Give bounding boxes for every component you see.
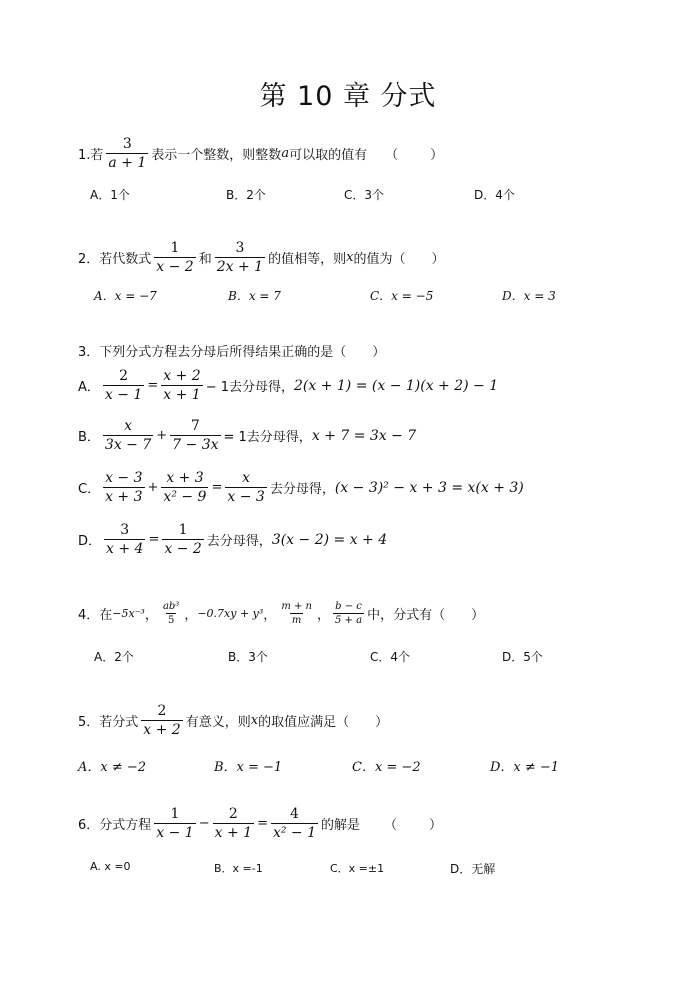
question-2 bbox=[78, 240, 444, 275]
q3d-frac1-num: 3 bbox=[120, 522, 130, 538]
question-5 bbox=[78, 703, 388, 738]
q3c-frac3-den: x − 3 bbox=[227, 489, 265, 505]
q3b-frac1-den: 3x − 7 bbox=[104, 437, 152, 453]
q2-option-c[interactable]: C．x = −5 bbox=[370, 289, 434, 303]
q4-e5-den: 5 + a bbox=[335, 615, 363, 626]
q5-option-c[interactable]: C．x = −2 bbox=[352, 760, 421, 775]
q1-option-d[interactable]: D．4个 bbox=[474, 188, 515, 202]
q2-frac2-den: 2x + 1 bbox=[216, 259, 264, 275]
q6-option-b[interactable]: B．x =-1 bbox=[214, 862, 263, 875]
q1-option-c[interactable]: C．3个 bbox=[344, 188, 385, 202]
q3a-frac2 bbox=[161, 368, 202, 403]
page-title: 第 10 章 分式 bbox=[259, 81, 437, 112]
q6-f3-den: x² − 1 bbox=[272, 825, 317, 841]
q2-fraction-2 bbox=[215, 240, 265, 275]
q6-option-c[interactable]: C．x =±1 bbox=[330, 862, 385, 875]
q3d-frac1-den: x + 4 bbox=[106, 541, 144, 557]
q3b-frac1 bbox=[103, 418, 153, 453]
q3-option-a[interactable] bbox=[78, 368, 498, 403]
q5-option-b[interactable]: B．x = −1 bbox=[214, 760, 283, 775]
q6-f1-den: x − 1 bbox=[156, 825, 194, 841]
q4-e4-den: m bbox=[291, 615, 302, 626]
q3a-result: 2(x + 1) = (x − 1)(x + 2) − 1 bbox=[293, 377, 499, 394]
q2-frac1-num: 1 bbox=[170, 240, 180, 256]
q4-expr-4 bbox=[279, 601, 314, 626]
q2-var: x bbox=[346, 250, 354, 265]
q1-suffix2: 可以取的值有 bbox=[289, 148, 368, 163]
q3b-frac2-num: 7 bbox=[190, 418, 200, 434]
q6-eq: = bbox=[257, 816, 268, 831]
question-6 bbox=[78, 806, 444, 841]
q1-suffix: 表示一个整数，则整数 bbox=[151, 148, 282, 163]
q3c-frac3 bbox=[225, 470, 266, 505]
q4-sep-3: ， bbox=[263, 608, 277, 623]
q3d-frac2 bbox=[162, 522, 203, 557]
q3a-frac2-den: x + 1 bbox=[163, 387, 201, 403]
q4-sep-1: ， bbox=[144, 608, 158, 623]
q5-fraction bbox=[141, 703, 182, 738]
q2-mid: 和 bbox=[198, 252, 212, 267]
q3b-frac1-num: x bbox=[124, 418, 133, 434]
q3c-frac3-num: x bbox=[242, 470, 251, 486]
q4-e5-num: b − c bbox=[335, 601, 362, 612]
q2-frac2-num: 3 bbox=[235, 240, 245, 256]
q3b-frac2-den: 7 − 3x bbox=[172, 437, 219, 453]
q4-e4-num: m + n bbox=[281, 601, 312, 612]
q4-expr-2 bbox=[161, 601, 181, 626]
q3a-frac1-den: x − 1 bbox=[104, 387, 143, 403]
q6-paren: （ ） bbox=[384, 818, 445, 833]
q6-option-d[interactable]: D．无解 bbox=[450, 862, 496, 876]
q4-e2-den: 5 bbox=[167, 615, 175, 626]
q6-frac-3 bbox=[271, 806, 318, 841]
q3-option-b[interactable] bbox=[78, 418, 416, 453]
q2-fraction-1 bbox=[154, 240, 195, 275]
q2-option-d[interactable]: D．x = 3 bbox=[502, 289, 556, 303]
q2-frac1-den: x − 2 bbox=[156, 259, 194, 275]
q5-frac-num: 2 bbox=[157, 703, 167, 719]
q3-option-c[interactable] bbox=[78, 470, 524, 505]
q3-option-d[interactable] bbox=[78, 522, 387, 557]
q1-var: a bbox=[281, 146, 290, 161]
q4-prefix: 4．在 bbox=[78, 608, 113, 623]
q3a-frac1-num: 2 bbox=[119, 368, 129, 384]
q3c-label: C． bbox=[78, 482, 101, 497]
q4-sep-4: ， bbox=[316, 608, 330, 623]
q6-frac-2 bbox=[213, 806, 254, 841]
question-3 bbox=[78, 341, 385, 360]
q3c-tail: 去分母得， bbox=[269, 482, 335, 497]
q5-prefix: 5．若分式 bbox=[78, 715, 139, 730]
q3d-result: 3(x − 2) = x + 4 bbox=[271, 531, 388, 548]
q3b-frac2 bbox=[170, 418, 220, 453]
q3c-frac2 bbox=[161, 470, 208, 505]
q2-suffix2: 的值为（ ） bbox=[353, 252, 445, 267]
q6-prefix: 6．分式方程 bbox=[78, 818, 152, 833]
q4-option-a[interactable]: A．2个 bbox=[94, 650, 134, 664]
q3b-plus: + bbox=[156, 428, 168, 443]
q3d-label: D． bbox=[78, 534, 102, 549]
q1-paren: （ ） bbox=[385, 148, 446, 163]
q6-f2-num: 2 bbox=[228, 806, 238, 822]
q5-option-d[interactable]: D．x ≠ −1 bbox=[490, 760, 560, 775]
q4-e2-num: ab³ bbox=[162, 601, 180, 612]
q5-var: x bbox=[250, 713, 259, 728]
q1-option-b[interactable]: B．2个 bbox=[226, 188, 266, 202]
q3-text: 3．下列分式方程去分母后所得结果正确的是（ ） bbox=[78, 345, 386, 360]
q2-suffix: 的值相等，则 bbox=[268, 252, 347, 267]
q3c-eq: = bbox=[211, 480, 223, 495]
q3a-frac1 bbox=[103, 368, 144, 403]
q4-expr-3: −0.7xy + y³ bbox=[197, 607, 264, 620]
q3d-frac1 bbox=[104, 522, 145, 557]
q3d-frac2-num: 1 bbox=[178, 522, 188, 538]
q4-option-c[interactable]: C．4个 bbox=[370, 650, 411, 664]
q3b-result: x + 7 = 3x − 7 bbox=[311, 427, 417, 444]
question-4 bbox=[78, 601, 484, 626]
q3c-frac1-den: x + 3 bbox=[105, 489, 143, 505]
q3b-label: B． bbox=[78, 430, 100, 445]
q3a-label: A． bbox=[78, 380, 100, 395]
q6-minus: − bbox=[198, 816, 210, 831]
q5-suffix2: 的取值应满足（ ） bbox=[258, 715, 389, 730]
q3c-plus: + bbox=[147, 480, 159, 495]
q1-prefix: 1.若 bbox=[78, 148, 104, 163]
q6-option-a[interactable]: A. x =0 bbox=[90, 860, 131, 873]
q3c-frac2-den: x² − 9 bbox=[163, 489, 207, 505]
q6-f2-den: x + 1 bbox=[214, 825, 253, 841]
q4-expr-1: −5x⁻³ bbox=[112, 607, 145, 620]
q1-option-a[interactable]: A．1个 bbox=[90, 188, 130, 202]
q2-option-a[interactable]: A．x = −7 bbox=[94, 289, 157, 303]
q3d-tail: 去分母得， bbox=[206, 534, 272, 549]
q3c-frac1-num: x − 3 bbox=[105, 470, 143, 486]
q5-option-a[interactable]: A．x ≠ −2 bbox=[78, 760, 147, 775]
q5-suffix: 有意义，则 bbox=[185, 715, 251, 730]
q2-prefix: 2．若代数式 bbox=[78, 252, 152, 267]
q1-frac-num: 3 bbox=[122, 136, 132, 152]
q6-f1-num: 1 bbox=[170, 806, 180, 822]
q6-frac-1 bbox=[154, 806, 195, 841]
q4-option-d[interactable]: D．5个 bbox=[502, 650, 543, 664]
q4-expr-5 bbox=[333, 601, 364, 626]
q3c-frac2-num: x + 3 bbox=[166, 470, 204, 486]
q3d-eq: = bbox=[148, 532, 160, 547]
q3c-frac1 bbox=[103, 470, 144, 505]
q3a-eq: = bbox=[147, 378, 159, 393]
q3c-result: (x − 3)² − x + 3 = x(x + 3) bbox=[334, 479, 524, 496]
q6-suffix: 的解是 bbox=[321, 818, 361, 833]
q6-f3-num: 4 bbox=[290, 806, 299, 822]
q2-option-b[interactable]: B．x = 7 bbox=[228, 289, 281, 303]
q1-frac-den: a + 1 bbox=[108, 155, 147, 171]
q4-suffix: 中，分式有（ ） bbox=[367, 608, 485, 623]
q3d-frac2-den: x − 2 bbox=[164, 541, 202, 557]
q3b-tail: = 1去分母得， bbox=[223, 430, 312, 445]
q3a-tail: − 1去分母得， bbox=[205, 380, 294, 395]
question-1 bbox=[78, 136, 445, 171]
q5-frac-den: x + 2 bbox=[143, 722, 181, 738]
q1-fraction bbox=[106, 136, 148, 171]
q3a-frac2-num: x + 2 bbox=[163, 368, 201, 384]
q4-option-b[interactable]: B．3个 bbox=[228, 650, 268, 664]
q4-sep-2: ， bbox=[184, 608, 198, 623]
